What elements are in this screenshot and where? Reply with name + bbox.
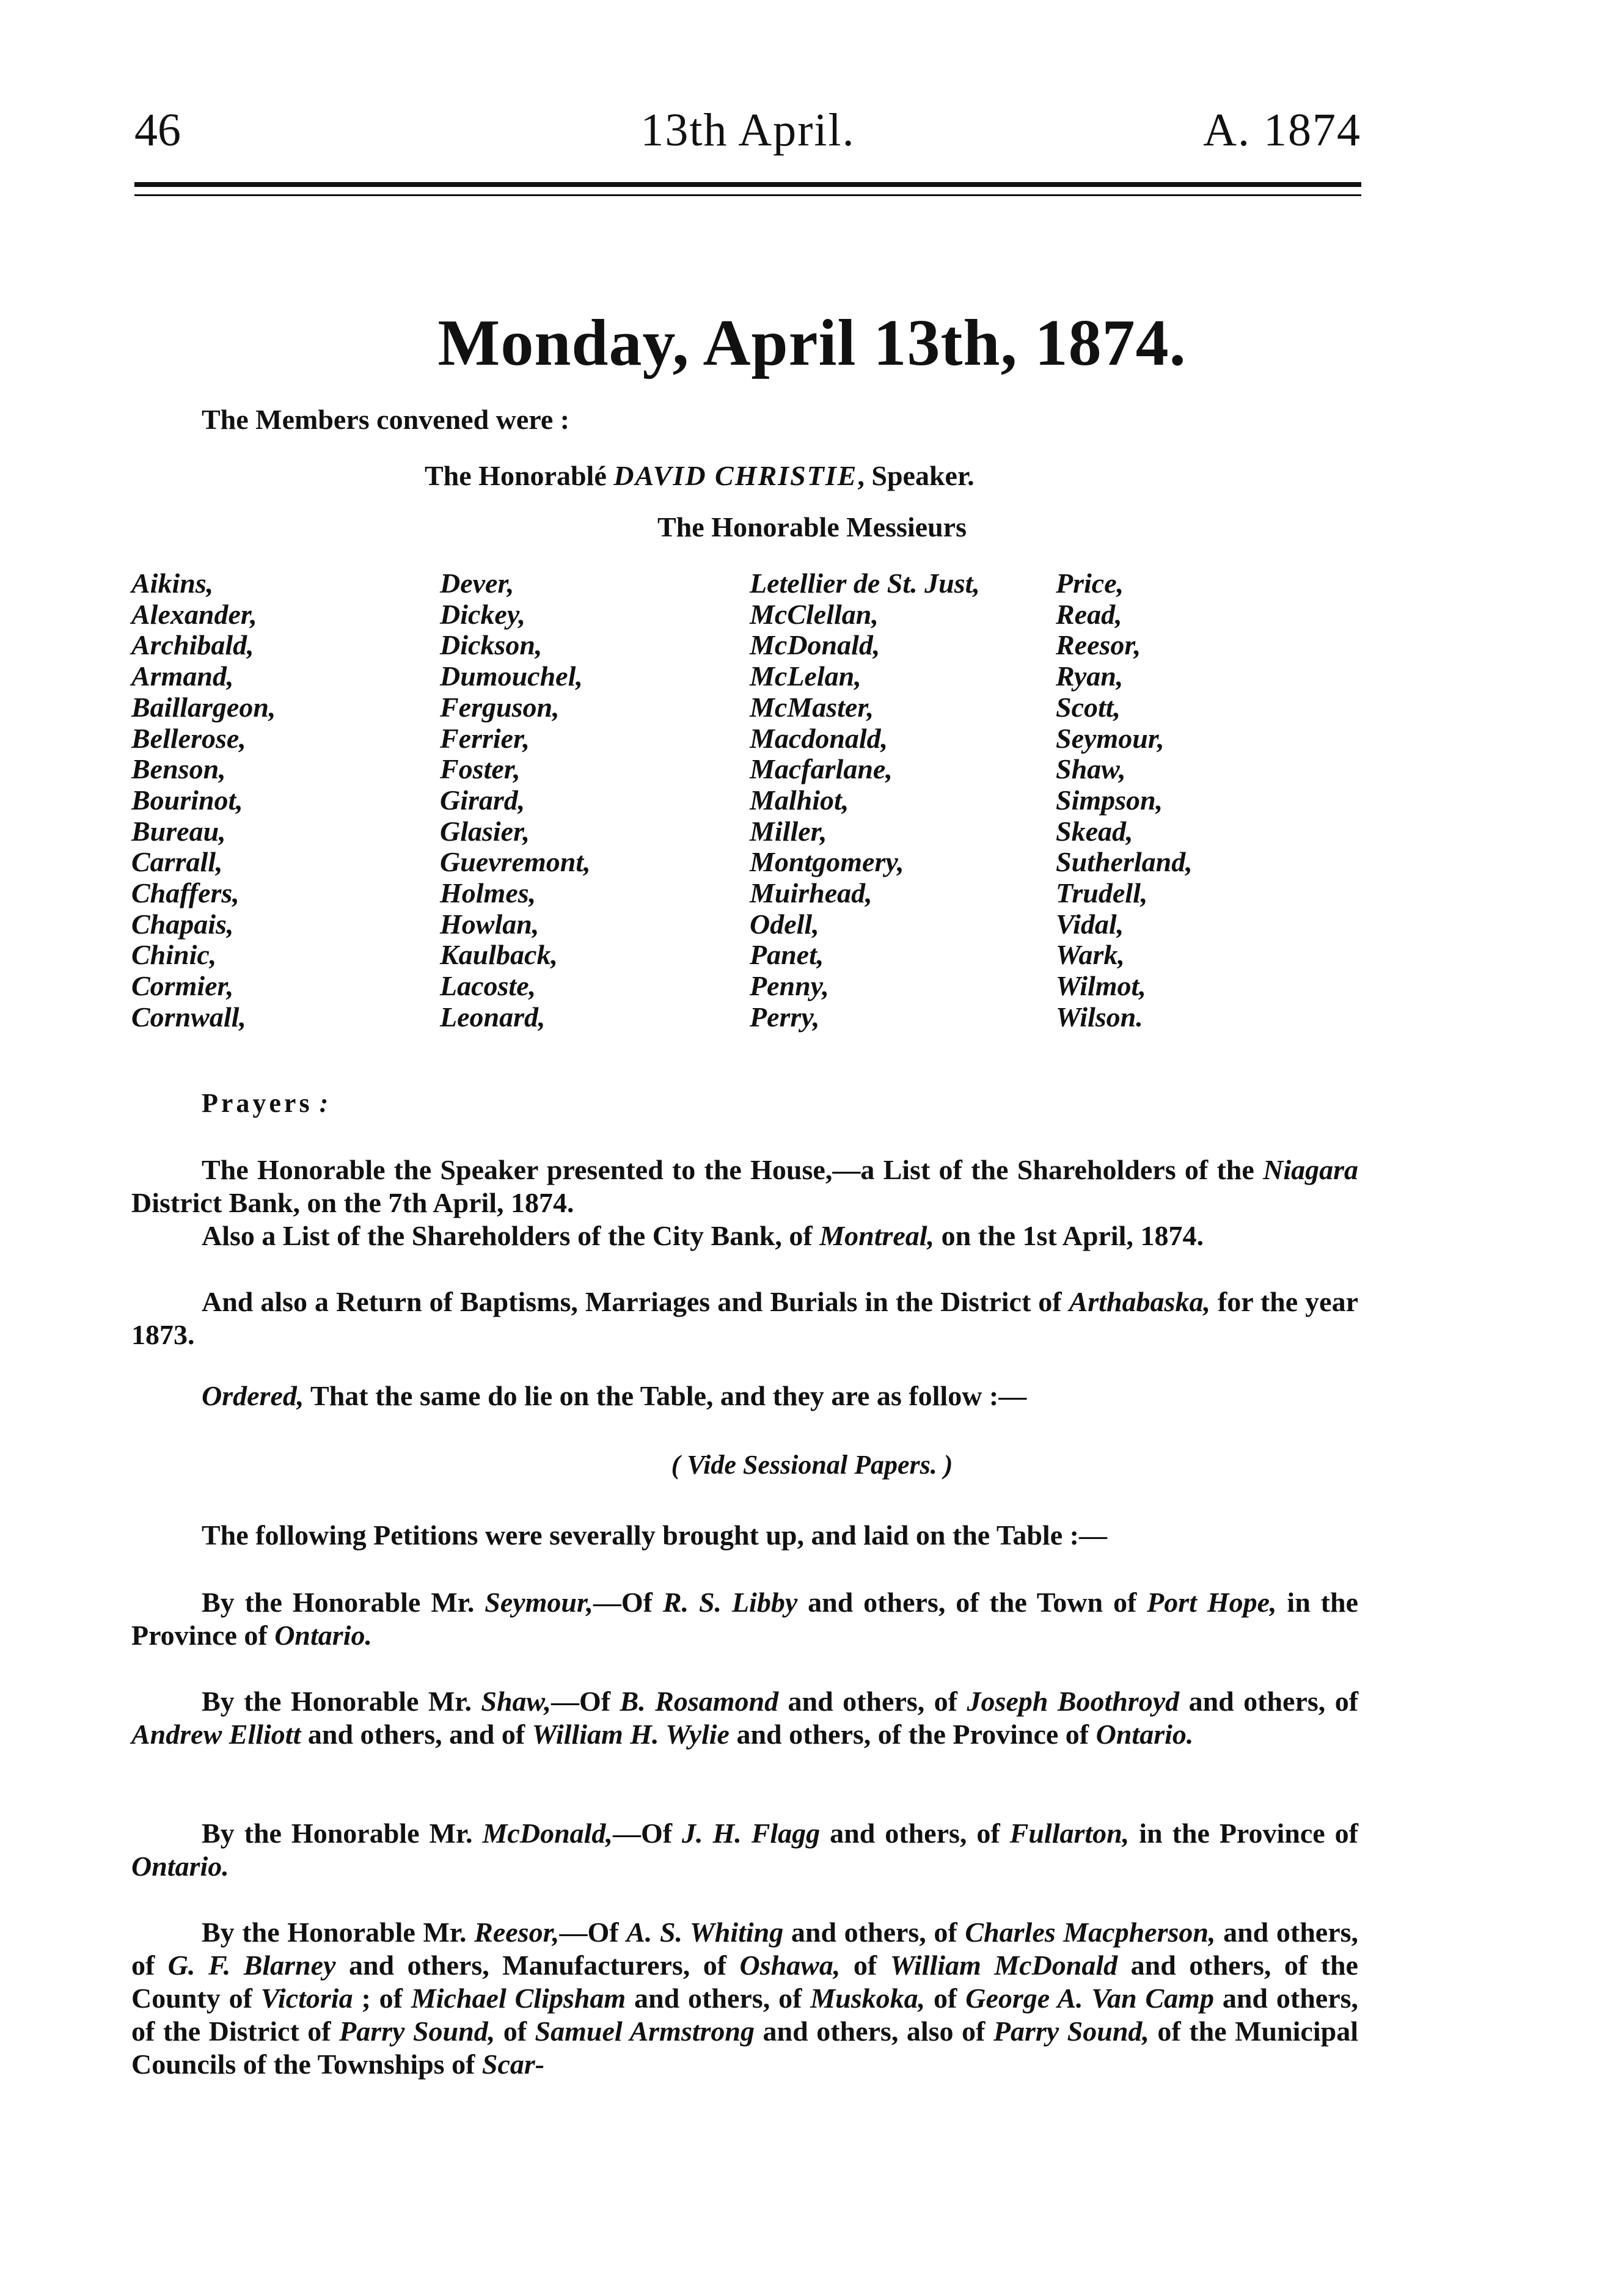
member-name: Bellerose, xyxy=(131,722,246,754)
member-name: Aikins, xyxy=(131,568,214,599)
prayers-colon: : xyxy=(312,1088,329,1118)
paragraph-italic: Arthabaska, xyxy=(1069,1286,1210,1317)
members-list xyxy=(131,568,1262,1057)
paragraph-text: and others, of xyxy=(626,1983,811,2014)
paragraph-italic: Shaw, xyxy=(481,1686,552,1717)
paragraph-italic: Port Hope, xyxy=(1147,1587,1277,1618)
paragraph-text: of the Municipal Councils of the Townships of xyxy=(131,2016,1358,2080)
running-head xyxy=(134,104,1361,171)
paragraph-text: and others, of the District of xyxy=(131,1983,1359,2047)
page-number: 46 xyxy=(134,104,181,156)
member-name: Armand, xyxy=(131,660,234,692)
member-name: Dickson, xyxy=(440,629,543,661)
city-bank-paragraph xyxy=(131,1219,1358,1252)
member-name: Lacoste, xyxy=(440,970,536,1002)
page-title: Monday, April 13th, 1874. xyxy=(437,307,1187,379)
speaker-name: DAVID CHRISTIE xyxy=(613,460,858,491)
member-name: McMaster, xyxy=(750,691,874,723)
vide-sessional-papers: ( Vide Sessional Papers. ) xyxy=(671,1450,953,1480)
member-name: Shaw, xyxy=(1056,753,1126,785)
paragraph-text: and others, of xyxy=(1179,1686,1359,1717)
petition-reesor xyxy=(131,1916,1358,2081)
speaker-suffix: , Speaker. xyxy=(857,460,975,491)
member-name: Chapais, xyxy=(131,908,234,940)
member-name: Bourinot, xyxy=(131,784,243,816)
member-name: Panet, xyxy=(750,939,824,971)
paragraph-italic: Samuel Armstrong xyxy=(535,2016,755,2047)
paragraph-text: By the Honorable Mr. xyxy=(202,1587,485,1618)
paragraph-text: in the Province of xyxy=(131,1587,1358,1651)
paragraph-text: and others, also of xyxy=(755,2016,993,2047)
member-name: Muirhead, xyxy=(750,877,872,909)
paragraph-text: Also a List of the Shareholders of the City Bank, of xyxy=(202,1220,820,1251)
paragraph-text: and others, of the Town of xyxy=(797,1587,1147,1618)
member-name: Baillargeon, xyxy=(131,691,276,723)
member-name: Ryan, xyxy=(1056,660,1124,692)
paragraph-italic: Ontario. xyxy=(131,1851,229,1882)
paragraph-text: —Of xyxy=(593,1587,663,1618)
members-column-2 xyxy=(440,568,591,1033)
paragraph-text: and others, of xyxy=(778,1686,967,1717)
paragraph-italic: Scar- xyxy=(481,2049,545,2080)
paragraph-italic: Montreal, xyxy=(819,1220,935,1251)
member-name: Cormier, xyxy=(131,970,234,1002)
member-name: Seymour, xyxy=(1056,722,1165,754)
paragraph-italic: Oshawa, xyxy=(739,1950,841,1981)
paragraph-text: of xyxy=(840,1950,890,1981)
member-name: Glasier, xyxy=(440,815,530,847)
paragraph-italic: Seymour, xyxy=(485,1587,593,1618)
member-name: McLelan, xyxy=(750,660,861,692)
paragraph-italic: B. Rosamond xyxy=(620,1686,779,1717)
paragraph-italic: Ontario. xyxy=(274,1620,372,1651)
paragraph-text: for the year 1873. xyxy=(131,1286,1358,1350)
members-column-3 xyxy=(750,568,980,1033)
members-column-1 xyxy=(131,568,276,1033)
ordered-line xyxy=(202,1380,1026,1412)
paragraph-text: in the Province of xyxy=(1129,1818,1358,1849)
paragraph-text: And also a Return of Baptisms, Marriages and Burials in the District of xyxy=(202,1286,1069,1317)
paragraph-italic: George A. Van Camp xyxy=(965,1983,1214,2014)
petitions-intro: The following Petitions were severally brought up, and laid on the Table :— xyxy=(202,1519,1107,1551)
paragraph-italic: Parry Sound, xyxy=(993,2016,1149,2047)
member-name: Wilson. xyxy=(1056,1001,1143,1033)
member-name: McDonald, xyxy=(750,629,880,661)
header-rule-thin xyxy=(134,194,1361,196)
paragraph-italic: William McDonald xyxy=(890,1950,1118,1981)
prayers-heading xyxy=(202,1088,328,1119)
member-name: Letellier de St. Just, xyxy=(750,568,980,599)
paragraph-italic: McDonald, xyxy=(482,1818,613,1849)
member-name: Dickey, xyxy=(440,598,526,630)
member-name: Dumouchel, xyxy=(440,660,583,692)
member-name: Perry, xyxy=(750,1001,820,1033)
petition-mcdonald xyxy=(131,1817,1358,1883)
baptisms-return-paragraph xyxy=(131,1285,1358,1351)
member-name: Benson, xyxy=(131,753,226,785)
paragraph-text: on the 1st April, 1874. xyxy=(934,1220,1204,1251)
paragraph-text: of xyxy=(925,1983,966,2014)
paragraph-italic: Charles Macpherson, xyxy=(965,1917,1216,1948)
paragraph-text: —Of xyxy=(559,1917,627,1948)
paragraph-text: By the Honorable Mr. xyxy=(202,1818,483,1849)
paragraph-text: By the Honorable Mr. xyxy=(202,1917,475,1948)
member-name: Trudell, xyxy=(1056,877,1148,909)
member-name: Guevremont, xyxy=(440,846,591,878)
members-column-4 xyxy=(1056,568,1193,1033)
member-name: Price, xyxy=(1056,568,1124,599)
member-name: Sutherland, xyxy=(1056,846,1193,878)
paragraph-italic: A. S. Whiting xyxy=(626,1917,784,1948)
ordered-text: That the same do lie on the Table, and they are as follow :— xyxy=(304,1380,1027,1411)
member-name: Chinic, xyxy=(131,939,217,971)
member-name: Penny, xyxy=(750,970,829,1002)
member-name: Archibald, xyxy=(131,629,254,661)
speaker-presentation-paragraph xyxy=(131,1153,1358,1219)
ordered-word: Ordered, xyxy=(202,1380,304,1411)
paragraph-text: The Honorable the Speaker presented to the House,—a List of the Shareholders of the xyxy=(202,1154,1264,1185)
running-head-year: A. 1874 xyxy=(1203,104,1361,156)
paragraph-italic: J. H. Flagg xyxy=(682,1818,821,1849)
member-name: Read, xyxy=(1056,598,1122,630)
messieurs-line: The Honorable Messieurs xyxy=(657,511,967,543)
paragraph-italic: G. F. Blarney xyxy=(167,1950,336,1981)
paragraph-text: District Bank, on the 7th April, 1874. xyxy=(131,1187,574,1218)
member-name: Skead, xyxy=(1056,815,1133,847)
paragraph-italic: Reesor, xyxy=(474,1917,560,1948)
paragraph-italic: Fullarton, xyxy=(1009,1818,1130,1849)
paragraph-text: and others, of xyxy=(783,1917,965,1948)
member-name: Ferguson, xyxy=(440,691,560,723)
paragraph-italic: William H. Wylie xyxy=(532,1719,730,1750)
speaker-prefix: The Honorablé xyxy=(425,460,614,491)
paragraph-italic: Niagara xyxy=(1263,1154,1358,1185)
member-name: Odell, xyxy=(750,908,819,940)
paragraph-text: and others, of the County of xyxy=(131,1950,1358,2014)
member-name: Chaffers, xyxy=(131,877,240,909)
petition-seymour xyxy=(131,1586,1358,1652)
speaker-line xyxy=(425,459,975,492)
paragraph-italic: Muskoka, xyxy=(810,1983,926,2014)
paragraph-text: and others, of xyxy=(820,1818,1010,1849)
paragraph-italic: Joseph Boothroyd xyxy=(967,1686,1180,1717)
paragraph-text: —Of xyxy=(612,1818,682,1849)
paragraph-text: and others, Manufacturers, of xyxy=(335,1950,740,1981)
paragraph-italic: Victoria xyxy=(260,1983,353,2014)
member-name: Simpson, xyxy=(1056,784,1163,816)
member-name: McClellan, xyxy=(750,598,879,630)
member-name: Macfarlane, xyxy=(750,753,893,785)
member-name: Alexander, xyxy=(131,598,257,630)
member-name: Girard, xyxy=(440,784,525,816)
member-name: Reesor, xyxy=(1056,629,1141,661)
paragraph-italic: Ontario. xyxy=(1095,1719,1194,1750)
member-name: Kaulback, xyxy=(440,939,558,971)
member-name: Wark, xyxy=(1056,939,1125,971)
paragraph-italic: Michael Clipsham xyxy=(411,1983,626,2014)
convened-line: The Members convened were : xyxy=(202,404,570,435)
member-name: Cornwall, xyxy=(131,1001,246,1033)
paragraph-text: —Of xyxy=(551,1686,620,1717)
member-name: Howlan, xyxy=(440,908,540,940)
member-name: Leonard, xyxy=(440,1001,546,1033)
paragraph-italic: Parry Sound, xyxy=(339,2016,496,2047)
paragraph-text: ; of xyxy=(353,1983,411,2014)
prayers-label: Prayers xyxy=(202,1088,313,1118)
paragraph-italic: Andrew Elliott xyxy=(131,1719,301,1750)
running-head-date: 13th April. xyxy=(640,104,855,156)
member-name: Wilmot, xyxy=(1056,970,1146,1002)
member-name: Macdonald, xyxy=(750,722,888,754)
member-name: Vidal, xyxy=(1056,908,1124,940)
member-name: Scott, xyxy=(1056,691,1121,723)
member-name: Bureau, xyxy=(131,815,226,847)
header-rule-thick xyxy=(134,182,1361,187)
member-name: Holmes, xyxy=(440,877,536,909)
petition-shaw xyxy=(131,1685,1358,1751)
member-name: Miller, xyxy=(750,815,827,847)
paragraph-text: By the Honorable Mr. xyxy=(202,1686,481,1717)
paragraph-text: and others, and of xyxy=(301,1719,532,1750)
member-name: Carrall, xyxy=(131,846,223,878)
member-name: Dever, xyxy=(440,568,514,599)
paragraph-text: and others, of xyxy=(131,1917,1359,1981)
paragraph-text: of xyxy=(495,2016,535,2047)
member-name: Montgomery, xyxy=(750,846,904,878)
paragraph-italic: R. S. Libby xyxy=(662,1587,798,1618)
member-name: Foster, xyxy=(440,753,521,785)
paragraph-text: and others, of the Province of xyxy=(729,1719,1096,1750)
member-name: Ferrier, xyxy=(440,722,530,754)
member-name: Malhiot, xyxy=(750,784,849,816)
